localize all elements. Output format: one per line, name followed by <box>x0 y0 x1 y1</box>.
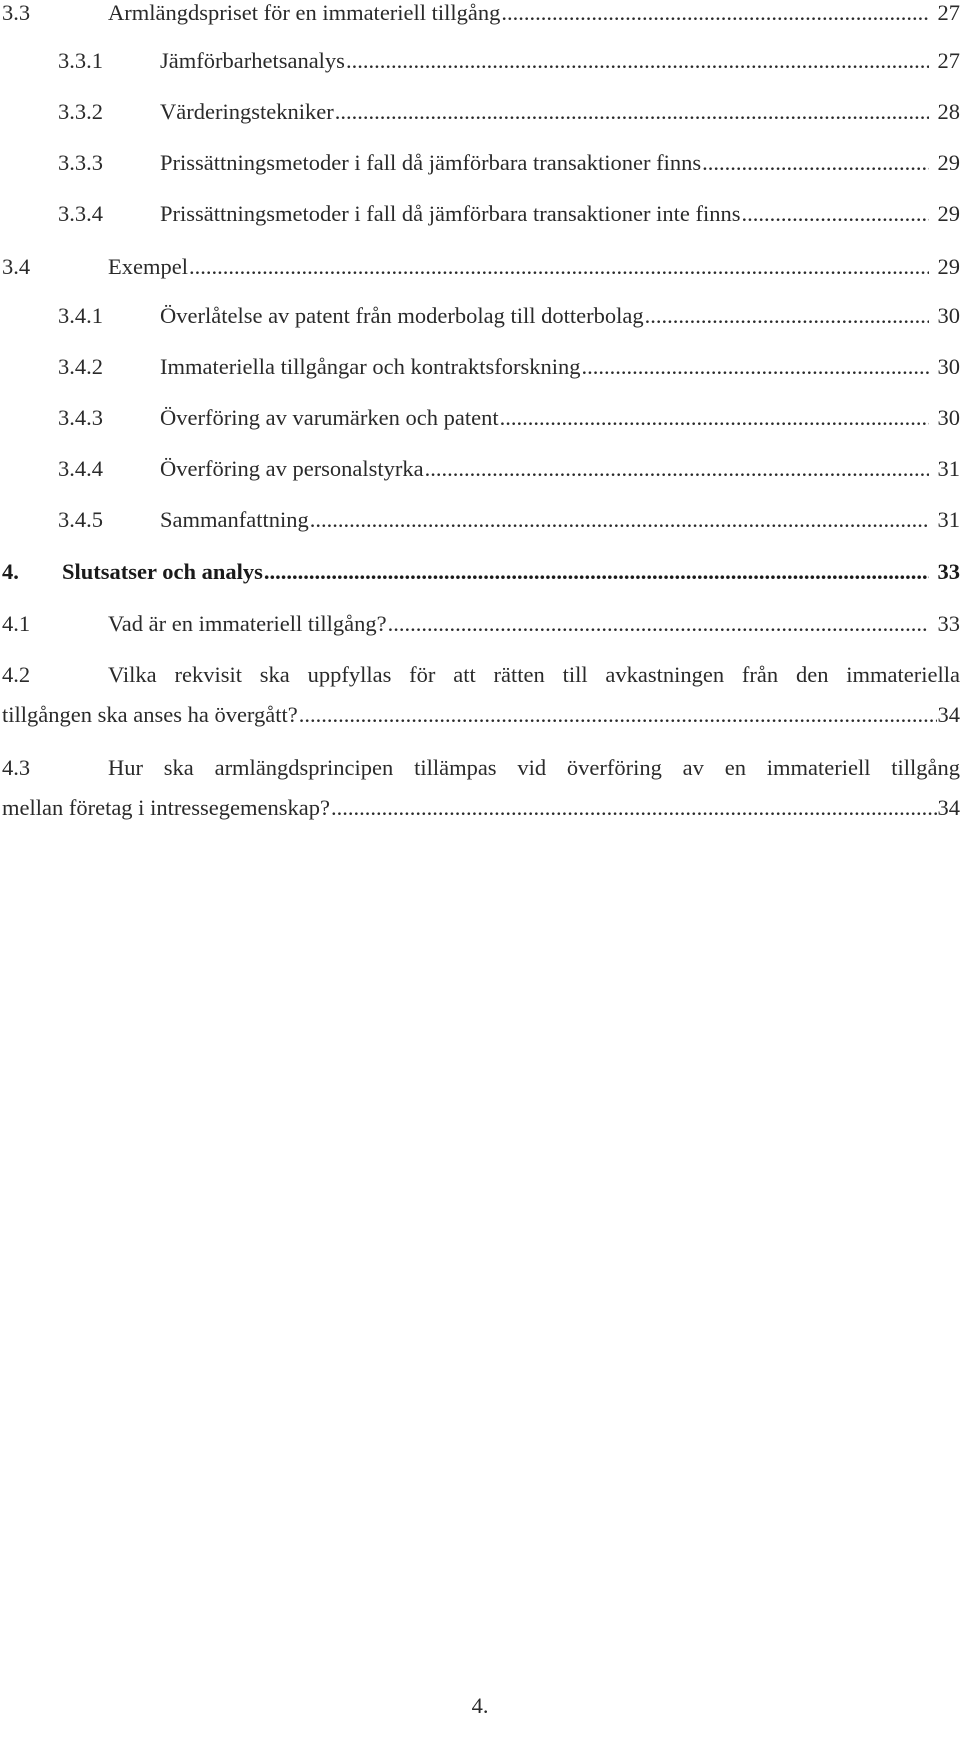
toc-entry-page: 33 <box>937 611 960 636</box>
toc-entry-title: Värderingstekniker <box>160 99 334 124</box>
toc-entry-page: 30 <box>937 303 960 328</box>
toc-entry[interactable] <box>0 347 960 387</box>
toc-entry-title: Prissättningsmetoder i fall då jämförbara transaktioner finns <box>160 150 702 175</box>
toc-entry-title-line1: Hur ska armlängdsprincipen tillämpas vid överföring av en immateriell tillgång <box>108 755 960 780</box>
toc-entry-number: 3.3.3 <box>58 150 103 175</box>
toc-entry-page: 34 <box>937 702 960 727</box>
dot-leader <box>425 449 929 489</box>
dot-leader <box>500 398 929 438</box>
toc-entry-title-line1: Vilka rekvisit ska uppfyllas för att rätten till avkastningen från den immateriella <box>108 662 960 687</box>
toc-entry-title: Överföring av varumärken och patent <box>160 405 499 430</box>
toc-entry-number: 4.3 <box>2 755 31 780</box>
dot-leader <box>346 41 929 81</box>
toc-entry-number: 4.1 <box>2 611 31 636</box>
dot-leader <box>331 788 937 828</box>
toc-entry[interactable] <box>0 604 960 644</box>
toc-entry-number: 3.3.1 <box>58 48 103 73</box>
toc-entry-wrapped[interactable] <box>0 655 960 735</box>
toc-entry-number: 3.4 <box>2 254 31 279</box>
toc-entry-page: 27 <box>937 48 960 73</box>
toc-entry-page: 29 <box>937 254 960 279</box>
toc-entry-title: Överföring av personalstyrka <box>160 456 424 481</box>
toc-entry-wrapped[interactable] <box>0 748 960 828</box>
toc-entry-page: 30 <box>937 354 960 379</box>
toc-entry-title: Exempel <box>108 254 188 279</box>
dot-leader <box>310 500 929 540</box>
toc-entry-number: 3.4.5 <box>58 507 103 532</box>
toc-entry-title-line2: mellan företag i intressegemenskap? <box>2 795 330 820</box>
dot-leader <box>189 247 929 287</box>
toc-entry-title: Prissättningsmetoder i fall då jämförbara transaktioner inte finns <box>160 201 741 226</box>
toc-entry-title-line2: tillgången ska anses ha övergått? <box>2 702 298 727</box>
toc-entry[interactable] <box>0 41 960 81</box>
toc-entry-number: 3.4.1 <box>58 303 103 328</box>
toc-entry-number: 4. <box>2 559 19 584</box>
toc-entry[interactable] <box>0 247 960 287</box>
toc-entry-page: 29 <box>937 201 960 226</box>
toc-entry-page: 27 <box>937 0 960 25</box>
toc-entry-title: Slutsatser och analys <box>62 559 263 584</box>
dot-leader <box>299 695 937 735</box>
toc-entry-number: 3.4.2 <box>58 354 103 379</box>
toc-entry-number: 4.2 <box>2 662 31 687</box>
dot-leader <box>388 604 929 644</box>
toc-entry-title: Armlängdspriset för en immateriell tillgång <box>108 0 501 25</box>
dot-leader <box>741 194 929 234</box>
dot-leader <box>335 92 929 132</box>
toc-entry-page: 31 <box>937 456 960 481</box>
dot-leader <box>582 347 929 387</box>
toc-chapter-entry[interactable] <box>0 552 960 592</box>
toc-entry-page: 28 <box>937 99 960 124</box>
dot-leader <box>645 296 929 336</box>
toc-entry-page: 33 <box>937 559 960 584</box>
toc-entry[interactable] <box>0 398 960 438</box>
toc-entry-number: 3.4.4 <box>58 456 103 481</box>
toc-entry[interactable] <box>0 296 960 336</box>
toc-entry-number: 3.3.4 <box>58 201 103 226</box>
toc-entry-number: 3.4.3 <box>58 405 103 430</box>
toc-entry[interactable] <box>0 0 960 33</box>
toc-entry[interactable] <box>0 92 960 132</box>
dot-leader <box>702 143 929 183</box>
toc-entry-title: Vad är en immateriell tillgång? <box>108 611 387 636</box>
toc-entry-page: 30 <box>937 405 960 430</box>
dot-leader <box>264 552 929 592</box>
toc-entry-title: Immateriella tillgångar och kontraktsforskning <box>160 354 581 379</box>
toc-entry-page: 29 <box>937 150 960 175</box>
toc-entry-number: 3.3 <box>2 0 31 25</box>
toc-entry[interactable] <box>0 143 960 183</box>
toc-entry[interactable] <box>0 194 960 234</box>
toc-entry-page: 31 <box>937 507 960 532</box>
toc-entry[interactable] <box>0 449 960 489</box>
toc-entry-page: 34 <box>937 795 960 820</box>
toc-entry-title: Överlåtelse av patent från moderbolag till dotterbolag <box>160 303 644 328</box>
toc-entry-title: Sammanfattning <box>160 507 309 532</box>
page-number: 4. <box>471 1693 489 1718</box>
toc-entry[interactable] <box>0 500 960 540</box>
dot-leader <box>501 0 929 33</box>
toc-entry-number: 3.3.2 <box>58 99 103 124</box>
toc-entry-title: Jämförbarhetsanalys <box>160 48 345 73</box>
